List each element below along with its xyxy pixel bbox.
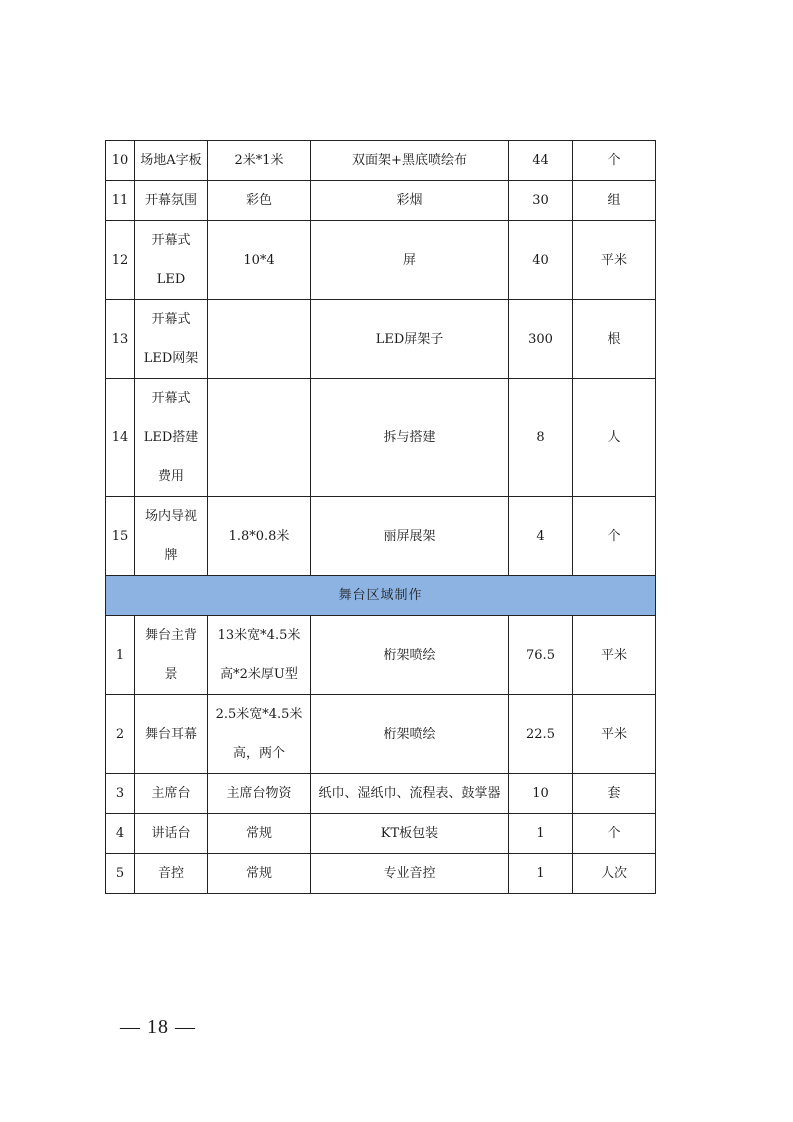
section-title: 舞台区域制作 xyxy=(106,576,656,616)
item-quantity: 22.5 xyxy=(509,695,573,774)
section-row xyxy=(106,576,656,616)
item-unit: 根 xyxy=(573,300,656,379)
table-row xyxy=(106,616,656,695)
item-description: 丽屏展架 xyxy=(311,497,509,576)
item-spec xyxy=(208,300,311,379)
item-description: 屏 xyxy=(311,221,509,300)
item-quantity: 44 xyxy=(509,141,573,181)
item-spec: 10*4 xyxy=(208,221,311,300)
item-quantity: 30 xyxy=(509,181,573,221)
item-unit: 个 xyxy=(573,814,656,854)
item-unit: 组 xyxy=(573,181,656,221)
row-number: 5 xyxy=(106,854,135,894)
row-number: 15 xyxy=(106,497,135,576)
item-name: 开幕式LED搭建费用 xyxy=(135,379,208,497)
item-quantity: 4 xyxy=(509,497,573,576)
item-unit: 个 xyxy=(573,497,656,576)
item-quantity: 8 xyxy=(509,379,573,497)
items-table xyxy=(105,140,656,894)
item-description: 双面架+黑底喷绘布 xyxy=(311,141,509,181)
item-unit: 个 xyxy=(573,141,656,181)
item-unit: 人 xyxy=(573,379,656,497)
item-quantity: 10 xyxy=(509,774,573,814)
item-quantity: 40 xyxy=(509,221,573,300)
item-spec: 1.8*0.8米 xyxy=(208,497,311,576)
item-spec: 常规 xyxy=(208,854,311,894)
table-row xyxy=(106,379,656,497)
item-name: 主席台 xyxy=(135,774,208,814)
item-name: 舞台耳幕 xyxy=(135,695,208,774)
item-unit: 套 xyxy=(573,774,656,814)
table-row xyxy=(106,497,656,576)
item-description: 拆与搭建 xyxy=(311,379,509,497)
item-unit: 平米 xyxy=(573,221,656,300)
item-name: 音控 xyxy=(135,854,208,894)
item-description: 彩烟 xyxy=(311,181,509,221)
row-number: 12 xyxy=(106,221,135,300)
table-row xyxy=(106,300,656,379)
item-spec xyxy=(208,379,311,497)
item-name: 舞台主背景 xyxy=(135,616,208,695)
row-number: 3 xyxy=(106,774,135,814)
item-quantity: 300 xyxy=(509,300,573,379)
item-spec: 彩色 xyxy=(208,181,311,221)
item-description: 桁架喷绘 xyxy=(311,695,509,774)
item-name: 场地A字板 xyxy=(135,141,208,181)
table-row xyxy=(106,181,656,221)
page-number: — 18 — xyxy=(120,1016,196,1038)
item-name: 开幕氛围 xyxy=(135,181,208,221)
table-row xyxy=(106,854,656,894)
item-spec: 2米*1米 xyxy=(208,141,311,181)
item-description: 纸巾、湿纸巾、流程表、鼓掌器 xyxy=(311,774,509,814)
item-quantity: 1 xyxy=(509,854,573,894)
row-number: 10 xyxy=(106,141,135,181)
row-number: 14 xyxy=(106,379,135,497)
item-unit: 平米 xyxy=(573,695,656,774)
item-quantity: 76.5 xyxy=(509,616,573,695)
table-row xyxy=(106,141,656,181)
item-spec: 2.5米宽*4.5米高，两个 xyxy=(208,695,311,774)
row-number: 2 xyxy=(106,695,135,774)
item-unit: 人次 xyxy=(573,854,656,894)
row-number: 4 xyxy=(106,814,135,854)
item-description: LED屏架子 xyxy=(311,300,509,379)
item-spec: 常规 xyxy=(208,814,311,854)
table-row xyxy=(106,774,656,814)
item-name: 场内导视牌 xyxy=(135,497,208,576)
table-row xyxy=(106,221,656,300)
table-row xyxy=(106,814,656,854)
item-unit: 平米 xyxy=(573,616,656,695)
row-number: 13 xyxy=(106,300,135,379)
item-spec: 主席台物资 xyxy=(208,774,311,814)
item-name: 开幕式LED xyxy=(135,221,208,300)
item-spec: 13米宽*4.5米高*2米厚U型 xyxy=(208,616,311,695)
item-description: 专业音控 xyxy=(311,854,509,894)
row-number: 1 xyxy=(106,616,135,695)
table-row xyxy=(106,695,656,774)
item-description: KT板包装 xyxy=(311,814,509,854)
item-description: 桁架喷绘 xyxy=(311,616,509,695)
item-name: 讲话台 xyxy=(135,814,208,854)
item-quantity: 1 xyxy=(509,814,573,854)
row-number: 11 xyxy=(106,181,135,221)
item-name: 开幕式LED网架 xyxy=(135,300,208,379)
